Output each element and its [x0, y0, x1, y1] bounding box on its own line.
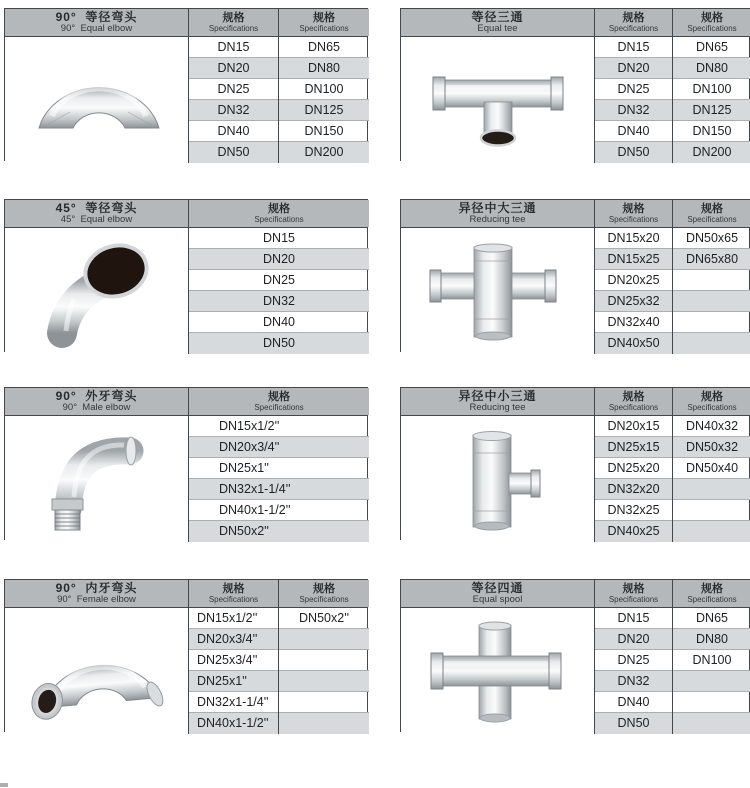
spec-cell: DN20: [595, 629, 672, 650]
spec-cell: [673, 333, 750, 354]
spec-header-en: Specifications: [687, 24, 737, 33]
spec-header-zh: 规格: [701, 391, 723, 403]
spec-cell: DN15x25: [595, 249, 672, 270]
spec-header-en: Specifications: [608, 595, 659, 604]
photo-90-male-elbow: [11, 419, 183, 539]
product-image-cell: [5, 416, 189, 542]
spec-cell: DN20: [595, 58, 672, 79]
spec-cell: DN50: [189, 142, 278, 163]
spec-cell: DN15: [189, 228, 369, 249]
spec-header: [595, 388, 673, 415]
photo-reducing-tee-small: [412, 419, 584, 539]
spec-column: [595, 37, 673, 163]
spec-cell: DN32: [595, 100, 672, 121]
spec-cell: DN15: [595, 608, 672, 629]
section-title-en: Reducing tee: [469, 402, 526, 413]
spec-header: [673, 200, 750, 227]
section-title: [5, 388, 189, 415]
spec-cell: DN50x40: [673, 458, 750, 479]
spec-cell: DN150: [279, 121, 369, 142]
spec-cell: DN25x1'': [189, 671, 278, 692]
spec-cell: [673, 270, 750, 291]
product-image-cell: [5, 37, 189, 163]
spec-cell: DN40x32: [673, 416, 750, 437]
spec-cell: DN20x25: [595, 270, 672, 291]
spec-cell: DN50: [595, 142, 672, 163]
section-title-zh: 90° 内牙弯头: [55, 581, 138, 595]
spec-header-en: Specifications: [608, 24, 659, 33]
spec-column: [189, 37, 279, 163]
section-title-zh: 等径三通: [471, 10, 524, 24]
spec-cell: DN15x1/2'': [189, 416, 369, 437]
spec-cell: DN125: [673, 100, 750, 121]
product-image-cell: [5, 608, 189, 734]
spec-column: [595, 608, 673, 734]
spec-cell: DN32x40: [595, 312, 672, 333]
section-equal-tee: [400, 8, 750, 161]
spec-header: [595, 9, 673, 36]
spec-cell: DN40: [595, 692, 672, 713]
spec-column: [673, 228, 750, 354]
spec-header: [279, 580, 369, 607]
section-reducing-tee-large: [400, 199, 750, 352]
spec-cell: [279, 671, 369, 692]
section-reducing-tee-small: [400, 387, 750, 540]
spec-cell: DN50: [595, 713, 672, 734]
spec-cell: DN65: [279, 37, 369, 58]
spec-header-zh: 规格: [622, 12, 645, 24]
spec-cell: DN25: [595, 79, 672, 100]
product-image-cell: [5, 228, 189, 354]
section-title-zh: 等径四通: [471, 581, 524, 595]
spec-header-zh: 规格: [701, 583, 723, 595]
spec-cell: DN20x15: [595, 416, 672, 437]
spec-header-zh: 规格: [622, 203, 645, 215]
spec-column: [673, 608, 750, 734]
photo-equal-spool-cross: [412, 611, 584, 731]
spec-header-en: Specifications: [254, 403, 304, 412]
spec-cell: [673, 671, 750, 692]
spec-header: [189, 200, 369, 227]
product-image-cell: [401, 37, 595, 163]
section-elbow45-equal: [4, 199, 368, 352]
spec-column: [189, 416, 369, 542]
section-elbow90-equal: [4, 8, 368, 161]
section-title-en: 90° Equal elbow: [60, 23, 133, 34]
spec-cell: DN25x32: [595, 291, 672, 312]
spec-header: [673, 388, 750, 415]
spec-header-en: Specifications: [608, 215, 659, 224]
section-title-en: Reducing tee: [469, 214, 526, 225]
spec-cell: DN25: [189, 79, 278, 100]
section-title: [401, 9, 595, 36]
spec-cell: DN50x32: [673, 437, 750, 458]
spec-cell: [279, 650, 369, 671]
spec-cell: DN32: [189, 100, 278, 121]
spec-cell: DN150: [673, 121, 750, 142]
spec-cell: [673, 713, 750, 734]
product-image-cell: [401, 228, 595, 354]
spec-cell: DN32x1-1/4'': [189, 479, 369, 500]
spec-header: [595, 200, 673, 227]
spec-cell: DN80: [673, 58, 750, 79]
spec-header-zh: 规格: [268, 391, 290, 403]
spec-cell: DN80: [673, 629, 750, 650]
spec-cell: DN50: [189, 333, 369, 354]
spec-column: [673, 416, 750, 542]
section-title-zh: 90° 等径弯头: [55, 10, 138, 24]
spec-cell: DN50x2'': [279, 608, 369, 629]
spec-header-zh: 规格: [222, 12, 245, 24]
spec-header-zh: 规格: [701, 203, 723, 215]
spec-header-en: Specifications: [208, 24, 259, 33]
spec-cell: DN20: [189, 249, 369, 270]
spec-header-en: Specifications: [608, 403, 659, 412]
spec-column: [595, 416, 673, 542]
spec-cell: DN65: [673, 37, 750, 58]
spec-cell: DN32x1-1/4'': [189, 692, 278, 713]
section-equal-spool: [400, 579, 750, 732]
spec-cell: DN15x1/2'': [189, 608, 278, 629]
spec-cell: DN50x2'': [189, 521, 369, 542]
photo-reducing-tee-large: [412, 231, 584, 351]
spec-cell: DN40: [595, 121, 672, 142]
spec-cell: DN25: [189, 270, 369, 291]
section-title-zh: 异径中大三通: [458, 201, 537, 215]
spec-cell: DN40x1-1/2'': [189, 713, 278, 734]
spec-column: [189, 228, 369, 354]
spec-cell: DN32x20: [595, 479, 672, 500]
section-title-en: 90° Female elbow: [57, 594, 136, 605]
spec-cell: DN15: [595, 37, 672, 58]
spec-cell: DN40x1-1/2'': [189, 500, 369, 521]
spec-cell: DN15: [189, 37, 278, 58]
spec-header-zh: 规格: [622, 391, 645, 403]
spec-cell: DN25x1'': [189, 458, 369, 479]
section-title: [5, 9, 189, 36]
spec-cell: DN25x20: [595, 458, 672, 479]
section-elbow90-male: [4, 387, 368, 540]
spec-cell: [673, 500, 750, 521]
spec-header: [279, 9, 369, 36]
spec-cell: DN20: [189, 58, 278, 79]
spec-column: [189, 608, 279, 734]
section-title-zh: 45° 等径弯头: [55, 201, 138, 215]
spec-header-zh: 规格: [268, 203, 290, 215]
spec-cell: DN40: [189, 121, 278, 142]
spec-cell: DN125: [279, 100, 369, 121]
spec-cell: [673, 521, 750, 542]
spec-header: [189, 9, 279, 36]
product-image-cell: [401, 608, 595, 734]
spec-cell: [673, 479, 750, 500]
spec-cell: DN65: [673, 608, 750, 629]
spec-cell: [673, 692, 750, 713]
spec-cell: DN32x25: [595, 500, 672, 521]
photo-45-equal-elbow: [11, 231, 183, 351]
spec-cell: DN100: [279, 79, 369, 100]
spec-header-en: Specifications: [254, 215, 304, 224]
spec-cell: DN50x65: [673, 228, 750, 249]
spec-header-zh: 规格: [313, 12, 335, 24]
spec-cell: [279, 692, 369, 713]
spec-column: [279, 608, 369, 734]
photo-90-equal-elbow: [11, 40, 183, 160]
section-title-en: 45° Equal elbow: [60, 214, 133, 225]
spec-header: [189, 388, 369, 415]
section-title: [401, 388, 595, 415]
spec-cell: DN20x3/4'': [189, 437, 369, 458]
section-title-en: Equal spool: [472, 594, 523, 605]
product-image-cell: [401, 416, 595, 542]
spec-header-en: Specifications: [687, 403, 737, 412]
spec-cell: DN15x20: [595, 228, 672, 249]
spec-cell: DN25x15: [595, 437, 672, 458]
scan-artifact: [0, 783, 8, 787]
spec-cell: [673, 291, 750, 312]
spec-header-zh: 规格: [222, 583, 245, 595]
spec-cell: DN40x50: [595, 333, 672, 354]
spec-cell: DN200: [673, 142, 750, 163]
spec-cell: [279, 629, 369, 650]
spec-cell: DN200: [279, 142, 369, 163]
spec-cell: DN32: [595, 671, 672, 692]
spec-header-en: Specifications: [687, 215, 737, 224]
section-title: [5, 580, 189, 607]
section-title-zh: 异径中小三通: [458, 389, 537, 403]
spec-header: [189, 580, 279, 607]
spec-header-zh: 规格: [622, 583, 645, 595]
section-title-zh: 90° 外牙弯头: [55, 389, 138, 403]
spec-cell: DN100: [673, 650, 750, 671]
spec-cell: DN20x3/4'': [189, 629, 278, 650]
spec-cell: DN65x80: [673, 249, 750, 270]
spec-column: [279, 37, 369, 163]
spec-header-zh: 规格: [313, 583, 335, 595]
spec-header: [673, 580, 750, 607]
spec-cell: DN80: [279, 58, 369, 79]
spec-cell: DN100: [673, 79, 750, 100]
spec-column: [595, 228, 673, 354]
section-elbow90-female: [4, 579, 368, 732]
spec-header: [595, 580, 673, 607]
spec-header-zh: 规格: [701, 12, 723, 24]
spec-cell: DN25: [595, 650, 672, 671]
spec-header-en: Specifications: [687, 595, 737, 604]
section-title-en: Equal tee: [477, 23, 518, 34]
spec-cell: DN32: [189, 291, 369, 312]
section-title: [401, 580, 595, 607]
spec-cell: DN40x25: [595, 521, 672, 542]
spec-cell: [673, 312, 750, 333]
photo-90-female-elbow: [11, 611, 183, 731]
spec-header-en: Specifications: [208, 595, 259, 604]
section-title: [401, 200, 595, 227]
spec-cell: DN40: [189, 312, 369, 333]
spec-header-en: Specifications: [299, 595, 349, 604]
spec-column: [673, 37, 750, 163]
spec-header: [673, 9, 750, 36]
spec-header-en: Specifications: [299, 24, 349, 33]
photo-equal-tee: [412, 40, 584, 160]
spec-cell: [279, 713, 369, 734]
section-title-en: 90° Male elbow: [62, 402, 131, 413]
spec-cell: DN25x3/4'': [189, 650, 278, 671]
section-title: [5, 200, 189, 227]
